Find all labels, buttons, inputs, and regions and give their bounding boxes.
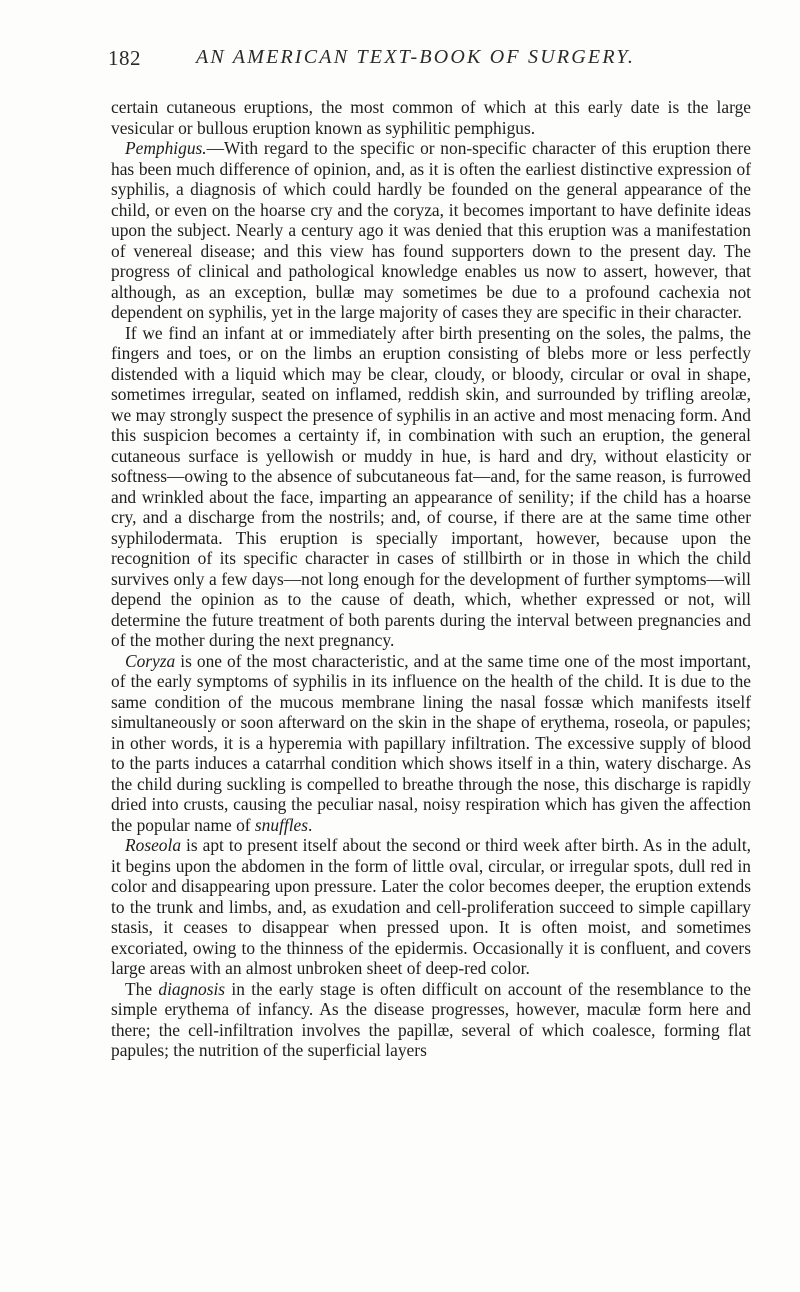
paragraph-text: certain cutaneous eruptions, the most common of which at this early date is the large vesicular or bullous eruption known as syphilitic pemphigus. <box>111 97 751 138</box>
running-head <box>108 46 748 76</box>
book-title: AN AMERICAN TEXT-BOOK OF SURGERY. <box>196 46 636 68</box>
section-term-roseola: Roseola <box>125 835 182 855</box>
section-term-pemphigus: Pemphigus. <box>125 138 207 158</box>
paragraph-text: is apt to present itself about the second or third week after birth. As in the adult, it begins upon the abdomen in the form of little oval, circular, or irregular spots, dull red in color and disappearing upon pressure. Later the color becomes deeper, the eruption extends to the trunk and limbs, and, as exudation and cell-proliferation succeed to simple capillary stasis, it ceases to disappear when pressed upon. It is often moist, and sometimes excoriated, owing to the thinness of the epidermis. Occasionally it is confluent, and covers large areas with an almost unbroken sheet of deep-red color. <box>111 835 751 978</box>
page-number: 182 <box>108 46 141 70</box>
paragraph-roseola <box>111 835 751 979</box>
body-text <box>111 97 751 1061</box>
paragraph-pemphigus <box>111 138 751 323</box>
paragraph-lead-in: The <box>125 978 159 999</box>
paragraph-text: in the early stage is often difficult on account of the resemblance to the simple erythema of infancy. As the disease progresses, however, maculæ form here and there; the cell-infiltration involves the papillæ, several of which coalesce, forming flat papules; the nutrition of the superficial layers <box>111 978 751 1060</box>
paragraph-text: —With regard to the specific or non-specific character of this eruption there has been much difference of opinion, and, as it is often the earliest distinctive expression of syphilis, a diagnosis of which could hardly be founded on the general appearance of the child, or even on the hoarse cry and the coryza, it becomes important to have definite ideas upon the subject. Nearly a century ago it was denied that this eruption was a manifestation of venereal disease; and this view has found supporters down to the present day. The progress of clinical and pathological knowledge enables us now to assert, however, that although, as an exception, bullæ may sometimes be due to a profound cachexia not dependent on syphilis, yet in the large majority of cases they are specific in their character. <box>111 138 751 322</box>
paragraph-continued <box>111 97 751 138</box>
paragraph-text: is one of the most characteristic, and at the same time one of the most important, of the early symptoms of syphilis in its influence on the health of the child. It is due to the same condition of the mucous membrane lining the nasal fossæ which manifests itself simultaneously or soon afterward on the skin in the shape of erythema, roseola, or papules; in other words, it is a hyperemia with papillary infiltration. The excessive supply of blood to the parts induces a catarrhal condition which shows itself in a thin, watery discharge. As the child during suckling is compelled to breathe through the nose, this discharge is rapidly dried into crusts, causing the peculiar nasal, noisy respiration which has given the affection the popular name of <box>111 650 751 835</box>
paragraph-diagnosis <box>111 979 751 1061</box>
term-snuffles: snuffles <box>254 814 309 835</box>
paragraph-coryza <box>111 651 751 836</box>
paragraph-text-end: . <box>308 814 313 835</box>
paragraph-infant-eruption <box>111 323 751 651</box>
section-term-coryza: Coryza <box>125 650 176 671</box>
section-term-diagnosis: diagnosis <box>158 978 226 999</box>
paragraph-text: If we find an infant at or immediately after birth presenting on the soles, the palms, the fingers and toes, or on the limbs an eruption consisting of blebs more or less perfectly distended with a liquid which may be clear, cloudy, or bloody, circular or oval in shape, sometimes irregular, seated on inflamed, reddish skin, and surrounded by trifling areolæ, we may strongly suspect the presence of syphilis in an active and most menacing form. And this suspicion becomes a certainty if, in combination with such an eruption, the general cutaneous surface is yellowish or muddy in hue, is hard and dry, without elasticity or softness—owing to the absence of subcutaneous fat—and, for the same reason, is furrowed and wrinkled about the face, imparting an appearance of senility; if the child has a hoarse cry, and a discharge from the nostrils; and, of course, if there are at the same time other syphilodermata. This eruption is specially important, however, because upon the recognition of its specific character in cases of stillbirth or in those in which the child survives only a few days—not long enough for the development of further symptoms—will depend the opinion as to the cause of death, which, whether expressed or not, will determine the future treatment of both parents during the interval between pregnancies and of the mother during the next pregnancy. <box>111 322 751 650</box>
